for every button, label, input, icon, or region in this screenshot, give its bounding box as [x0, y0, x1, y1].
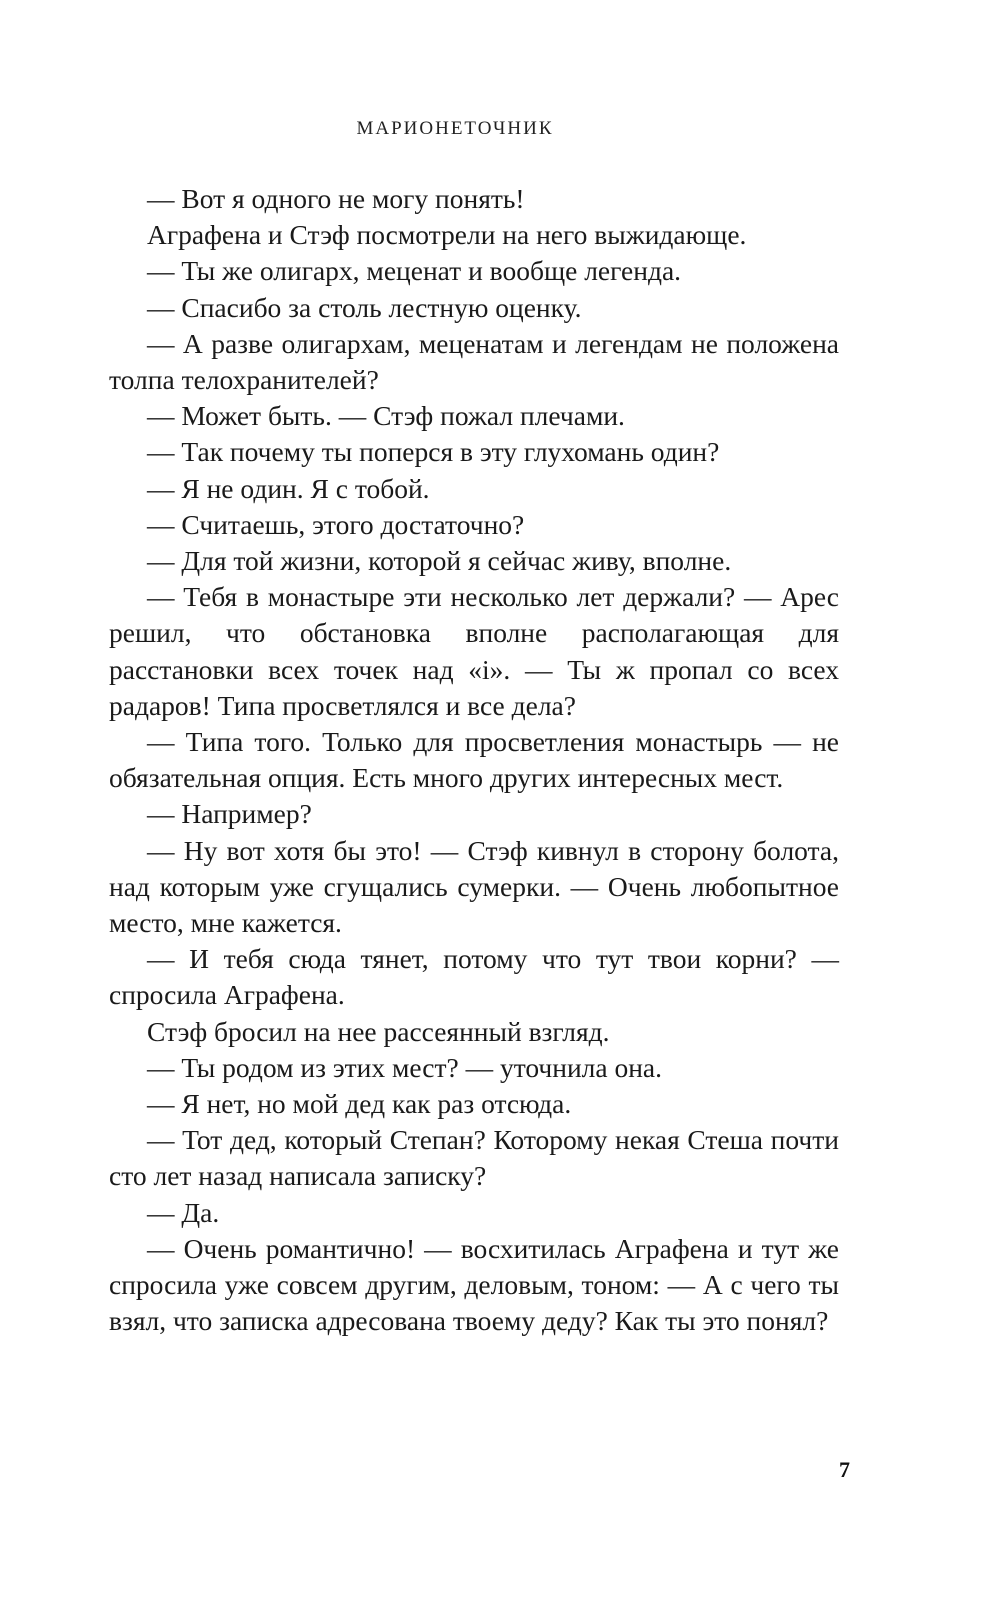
paragraph: — Так почему ты поперся в эту глухомань один?: [147, 436, 720, 468]
paragraph: — Спасибо за столь лестную оценку.: [147, 291, 582, 323]
paragraph: — Я нет, но мой дед как раз отсюда.: [147, 1088, 572, 1120]
paragraph: — Типа того. Только для просветления монастырь — не обязательная опция. Есть много других интересных мест.: [109, 726, 839, 794]
paragraph: — И тебя сюда тянет, потому что тут твои корни? — спросила Аграфена.: [109, 943, 839, 1011]
paragraph: — Я не один. Я с тобой.: [147, 472, 430, 504]
running-title: МАРИОНЕТОЧНИК: [356, 118, 554, 139]
paragraph: — Может быть. — Стэф пожал плечами.: [147, 400, 625, 432]
page-number: 7: [839, 1457, 850, 1482]
paragraph: — Тот дед, который Степан? Которому некая Стеша почти сто лет назад написала записку?: [109, 1124, 839, 1192]
paragraph: Стэф бросил на нее рассеянный взгляд.: [147, 1015, 610, 1047]
paragraph: — Например?: [147, 798, 312, 830]
paragraph: — Вот я одного не могу понять!: [147, 183, 525, 214]
paragraph: — Очень романтично! — восхитилась Аграфена и тут же спросила уже совсем другим, деловым, тоном: — А с чего ты взял, что записка адресована твоему деду? Как ты это понял?: [109, 1232, 839, 1337]
paragraph: — А разве олигархам, меценатам и легендам не положена толпа телохранителей?: [109, 327, 839, 396]
body-text: [109, 181, 839, 1340]
paragraph: — Да.: [147, 1196, 220, 1228]
paragraph: — Для той жизни, которой я сейчас живу, вполне.: [147, 545, 732, 577]
paragraph: — Ты родом из этих мест? — уточнила она.: [147, 1051, 663, 1083]
paragraph: — Считаешь, этого достаточно?: [147, 508, 525, 540]
paragraph: Аграфена и Стэф посмотрели на него выжидающе.: [147, 219, 747, 251]
paragraph: — Ты же олигарх, меценат и вообще легенда.: [147, 255, 682, 287]
paragraph: — Ну вот хотя бы это! — Стэф кивнул в сторону болота, над которым уже сгущались сумерки. — Очень любопытное место, мне кажется.: [109, 834, 839, 939]
paragraph: — Тебя в монастыре эти несколько лет держали? — Арес решил, что обстановка вполне располагающая для расстановки всех точек над «i». — Ты ж пропал со всех радаров! Типа просветлялся и все дела?: [109, 581, 839, 721]
